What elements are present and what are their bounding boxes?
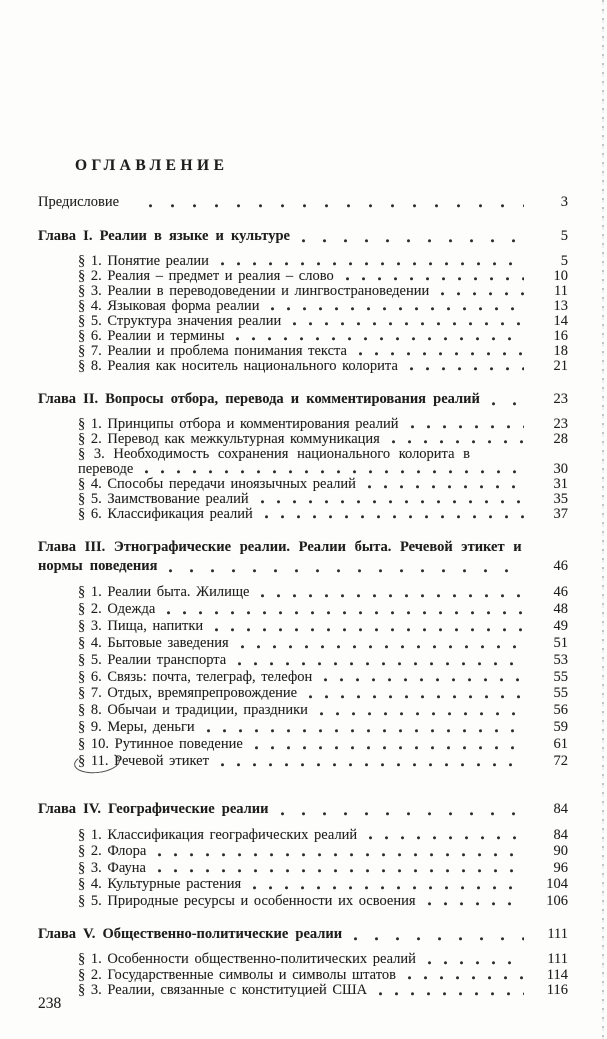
toc-entry-page-number: 55 <box>553 685 568 702</box>
toc-entry-line <box>78 314 568 329</box>
dot-leader <box>428 960 524 966</box>
toc-entry-label: § 4. Культурные растения <box>78 876 242 893</box>
toc-entry-label: § 11. Речевой этикет <box>78 753 209 770</box>
toc-entry-label: § 1. Классификация географических реалий <box>78 826 358 843</box>
toc-entry-label: § 5. Заимствование реалий <box>78 491 249 507</box>
dot-leader <box>215 627 524 633</box>
toc-entry-section <box>38 702 568 719</box>
toc-entry-label: § 9. Меры, деньги <box>78 719 195 736</box>
dot-leader <box>158 868 524 874</box>
toc-entry-label: § 3. Необходимость сохранения национального колорита в <box>78 446 470 462</box>
toc-entry-preface <box>38 193 568 211</box>
toc-entry-section <box>38 669 568 686</box>
scan-edge-artifact <box>602 0 604 1039</box>
toc-entry-label: § 6. Реалии и термины <box>78 328 225 344</box>
toc-entry-page-number: 37 <box>553 506 568 522</box>
toc-list <box>38 193 568 999</box>
toc-entry-line <box>78 827 568 843</box>
toc-entry-page-number: 56 <box>553 702 568 719</box>
toc-entry-page-number: 11 <box>554 283 568 299</box>
toc-entry-section <box>38 344 568 359</box>
toc-entry-section <box>38 584 568 601</box>
toc-entry-section <box>38 635 568 652</box>
toc-entry-label: § 5. Структура значения реалии <box>78 313 282 329</box>
dot-leader <box>281 811 525 817</box>
toc-entry-label: § 2. Флора <box>78 843 147 860</box>
toc-entry-page-number: 5 <box>560 228 568 244</box>
dot-leader <box>309 694 524 700</box>
dot-leader <box>346 276 524 282</box>
toc-entry-section <box>38 736 568 753</box>
folio-page-number: 238 <box>38 995 62 1012</box>
toc-entry-label: § 7. Реалии и проблема понимания текста <box>78 343 347 359</box>
toc-entry-section <box>38 299 568 314</box>
toc-entry-line <box>78 359 568 374</box>
toc-entry-page-number: 111 <box>547 926 568 942</box>
toc-entry-chapter <box>38 390 568 409</box>
toc-entry-line <box>38 557 568 576</box>
dot-leader <box>261 593 524 599</box>
dot-leader <box>411 424 525 430</box>
toc-entry-line <box>78 432 568 447</box>
toc-entry-section <box>38 893 568 909</box>
toc-entry-line <box>78 507 568 522</box>
dot-leader <box>359 351 524 357</box>
toc-entry-section <box>38 968 568 984</box>
toc-entry-label: § 1. Понятие реалии <box>78 253 209 269</box>
dot-leader <box>207 728 524 734</box>
toc-entry-label: § 6. Классификация реалий <box>78 506 253 522</box>
toc-entry-line <box>78 843 568 859</box>
toc-entry-label: § 5. Реалии транспорта <box>78 651 227 668</box>
toc-entry-section <box>38 284 568 299</box>
toc-entry-page-number: 10 <box>553 268 568 284</box>
toc-entry-label: § 8. Реалия как носитель национального колорита <box>78 358 398 374</box>
dot-leader <box>293 321 524 327</box>
toc-entry-line <box>78 329 568 344</box>
toc-entry-page-number: 106 <box>546 892 568 909</box>
toc-entry-line <box>78 702 568 719</box>
toc-entry-section <box>38 827 568 843</box>
toc-entry-label: § 4. Способы передачи иноязычных реалий <box>78 476 356 492</box>
dot-leader <box>428 901 524 907</box>
toc-entry-page-number: 116 <box>546 982 568 998</box>
toc-entry-label: § 2. Государственные символы и символы штатов <box>78 966 396 983</box>
toc-entry-label: § 7. Отдых, времяпрепровождение <box>78 685 298 702</box>
toc-entry-line <box>78 736 568 753</box>
toc-entry-section <box>38 329 568 344</box>
toc-entry-line <box>38 390 568 409</box>
toc-entry-label: Глава IV. Географические реалии <box>38 800 269 817</box>
toc-entry-page-number: 111 <box>547 951 568 967</box>
toc-entry-section <box>38 507 568 522</box>
toc-entry-page-number: 30 <box>553 461 568 477</box>
toc-entry-section <box>38 860 568 876</box>
toc-entry-label: § 3. Реалии в переводоведении и лингвострановедении <box>78 283 430 299</box>
dot-leader <box>145 469 524 475</box>
toc-entry-section <box>38 618 568 635</box>
toc-entry-page-number: 35 <box>553 491 568 507</box>
toc-entry-page-number: 14 <box>553 313 568 329</box>
toc-entry-label: Глава II. Вопросы отбора, перевода и комментирования реалий <box>38 391 480 407</box>
toc-entry-page-number: 59 <box>553 719 568 736</box>
dot-leader <box>492 401 524 407</box>
toc-entry-section <box>38 719 568 736</box>
toc-entry-line <box>78 635 568 652</box>
toc-entry-line <box>78 860 568 876</box>
toc-entry-section <box>38 477 568 492</box>
dot-leader <box>379 991 524 997</box>
dot-leader <box>320 711 524 717</box>
toc-entry-label: Предисловие <box>38 194 120 210</box>
toc-entry-label: § 1. Принципы отбора и комментирования реалий <box>78 416 399 432</box>
toc-entry-label: § 10. Рутинное поведение <box>78 736 243 753</box>
toc-entry-line <box>78 601 568 618</box>
dot-leader <box>221 762 524 768</box>
toc-entry-section <box>38 753 568 770</box>
toc-entry-line <box>78 584 568 601</box>
dot-leader <box>238 661 524 667</box>
toc-entry-line <box>78 876 568 892</box>
toc-entry-page-number: 3 <box>560 194 568 210</box>
toc-entry-section <box>38 314 568 329</box>
toc-entry-label: § 3. Пища, напитки <box>78 617 204 634</box>
dot-leader <box>167 610 524 616</box>
toc-entry-line <box>78 344 568 359</box>
toc-entry-label: § 2. Реалия – предмет и реалия – слово <box>78 268 334 284</box>
toc-entry-page-number: 55 <box>553 668 568 685</box>
toc-entry-page-number: 16 <box>553 328 568 344</box>
toc-entry-label: § 1. Особенности общественно-политических реалий <box>78 951 416 967</box>
toc-entry-line <box>78 477 568 492</box>
toc-entry-section <box>38 432 568 447</box>
dot-leader <box>149 203 524 209</box>
toc-entry-line <box>78 968 568 984</box>
toc-entry-page-number: 49 <box>553 617 568 634</box>
toc-entry-page-number: 18 <box>553 343 568 359</box>
toc-entry-page-number: 72 <box>553 753 568 770</box>
toc-entry-label: § 6. Связь: почта, телеграф, телефон <box>78 668 313 685</box>
dot-leader <box>368 484 524 490</box>
toc-entry-label: § 4. Бытовые заведения <box>78 634 229 651</box>
dot-leader <box>158 852 524 858</box>
page-title: ОГЛАВЛЕНИЕ <box>75 157 229 174</box>
toc-entry-section <box>38 685 568 702</box>
toc-entry-label: § 4. Языковая форма реалии <box>78 298 260 314</box>
toc-entry-section <box>38 843 568 859</box>
dot-leader <box>369 835 524 841</box>
toc-entry-chapter <box>38 800 568 819</box>
toc-entry-page-number: 13 <box>553 298 568 314</box>
dot-leader <box>441 291 524 297</box>
dot-leader <box>261 499 524 505</box>
toc-entry-page-number: 46 <box>553 584 568 600</box>
toc-entry-section <box>38 652 568 669</box>
toc-entry-line <box>78 254 568 269</box>
toc-entry-line <box>38 193 568 211</box>
toc-entry-page-number: 48 <box>553 600 568 617</box>
toc-entry-label: § 8. Обычаи и традиции, праздники <box>78 702 308 719</box>
toc-entry-line <box>38 800 568 819</box>
dot-leader <box>302 238 524 244</box>
toc-entry-page-number: 104 <box>546 876 568 893</box>
toc-entry-line <box>78 685 568 702</box>
toc-entry-label: нормы поведения <box>38 558 158 574</box>
toc-entry-line <box>78 669 568 686</box>
toc-entry-section <box>38 447 568 477</box>
dot-leader <box>253 885 524 891</box>
toc-entry-section <box>38 492 568 507</box>
toc-entry-page-number: 84 <box>553 826 568 843</box>
dot-leader <box>408 975 524 981</box>
toc-entry-line <box>78 618 568 635</box>
toc-entry-line <box>38 227 568 246</box>
toc-entry-chapter <box>38 227 568 246</box>
toc-entry-page-number: 31 <box>553 476 568 492</box>
toc-entry-line <box>78 983 568 999</box>
toc-entry-line <box>78 269 568 284</box>
toc-entry-page-number: 114 <box>546 966 568 983</box>
toc-entry-page-number: 51 <box>553 634 568 651</box>
toc-entry-label: § 1. Реалии быта. Жилище <box>78 584 250 600</box>
toc-entry-section <box>38 983 568 999</box>
toc-entry-line <box>78 417 568 432</box>
dot-leader <box>255 745 524 751</box>
toc-entry-page-number: 23 <box>553 416 568 432</box>
toc-entry-line <box>78 753 568 770</box>
toc-entry-label: § 2. Одежда <box>78 600 156 617</box>
toc-entry-page-number: 90 <box>553 843 568 860</box>
toc-entry-chapter <box>38 925 568 944</box>
toc-entry-section <box>38 269 568 284</box>
toc-entry-label: § 2. Перевод как межкультурная коммуникация <box>78 431 380 447</box>
toc-entry-page-number: 5 <box>560 253 568 269</box>
toc-entry-section <box>38 952 568 968</box>
toc-entry-line <box>78 284 568 299</box>
toc-entry-page-number: 84 <box>553 800 568 817</box>
table-of-contents <box>38 157 568 999</box>
toc-entry-section <box>38 601 568 618</box>
toc-entry-line <box>78 462 568 477</box>
toc-entry-page-number: 23 <box>553 391 568 407</box>
dot-leader <box>271 306 524 312</box>
dot-leader <box>392 439 524 445</box>
toc-entry-line <box>78 652 568 669</box>
toc-entry-section <box>38 876 568 892</box>
dot-leader <box>221 261 524 267</box>
toc-entry-label: Глава III. Этнографические реалии. Реалии быта. Речевой этикет и <box>38 539 522 555</box>
toc-entry-chapter <box>38 538 568 576</box>
toc-entry-line <box>78 492 568 507</box>
toc-entry-page-number: 21 <box>553 358 568 374</box>
dot-leader <box>324 677 524 683</box>
toc-entry-line <box>78 719 568 736</box>
toc-entry-label: § 5. Природные ресурсы и особенности их освоения <box>78 892 416 909</box>
toc-entry-line <box>78 952 568 968</box>
toc-entry-label: § 3. Реалии, связанные с конституцией США <box>78 982 368 998</box>
toc-entry-section <box>38 254 568 269</box>
dot-leader <box>265 514 524 520</box>
toc-entry-label: Глава V. Общественно-политические реалии <box>38 926 343 942</box>
toc-entry-page-number: 96 <box>553 859 568 876</box>
dot-leader <box>410 366 524 372</box>
toc-entry-line <box>78 299 568 314</box>
toc-entry-label: переводе <box>78 461 134 477</box>
dot-leader <box>354 936 524 942</box>
toc-entry-label: § 3. Фауна <box>78 859 146 876</box>
toc-entry-section <box>38 417 568 432</box>
toc-entry-section <box>38 359 568 374</box>
toc-entry-page-number: 61 <box>553 736 568 753</box>
toc-entry-page-number: 53 <box>553 651 568 668</box>
toc-entry-page-number: 46 <box>553 558 568 574</box>
toc-entry-line <box>38 925 568 944</box>
dot-leader <box>236 336 524 342</box>
toc-entry-page-number: 28 <box>553 431 568 447</box>
toc-entry-label: Глава I. Реалии в языке и культуре <box>38 228 290 244</box>
dot-leader <box>169 568 524 574</box>
toc-entry-line <box>78 893 568 909</box>
dot-leader <box>241 644 524 650</box>
